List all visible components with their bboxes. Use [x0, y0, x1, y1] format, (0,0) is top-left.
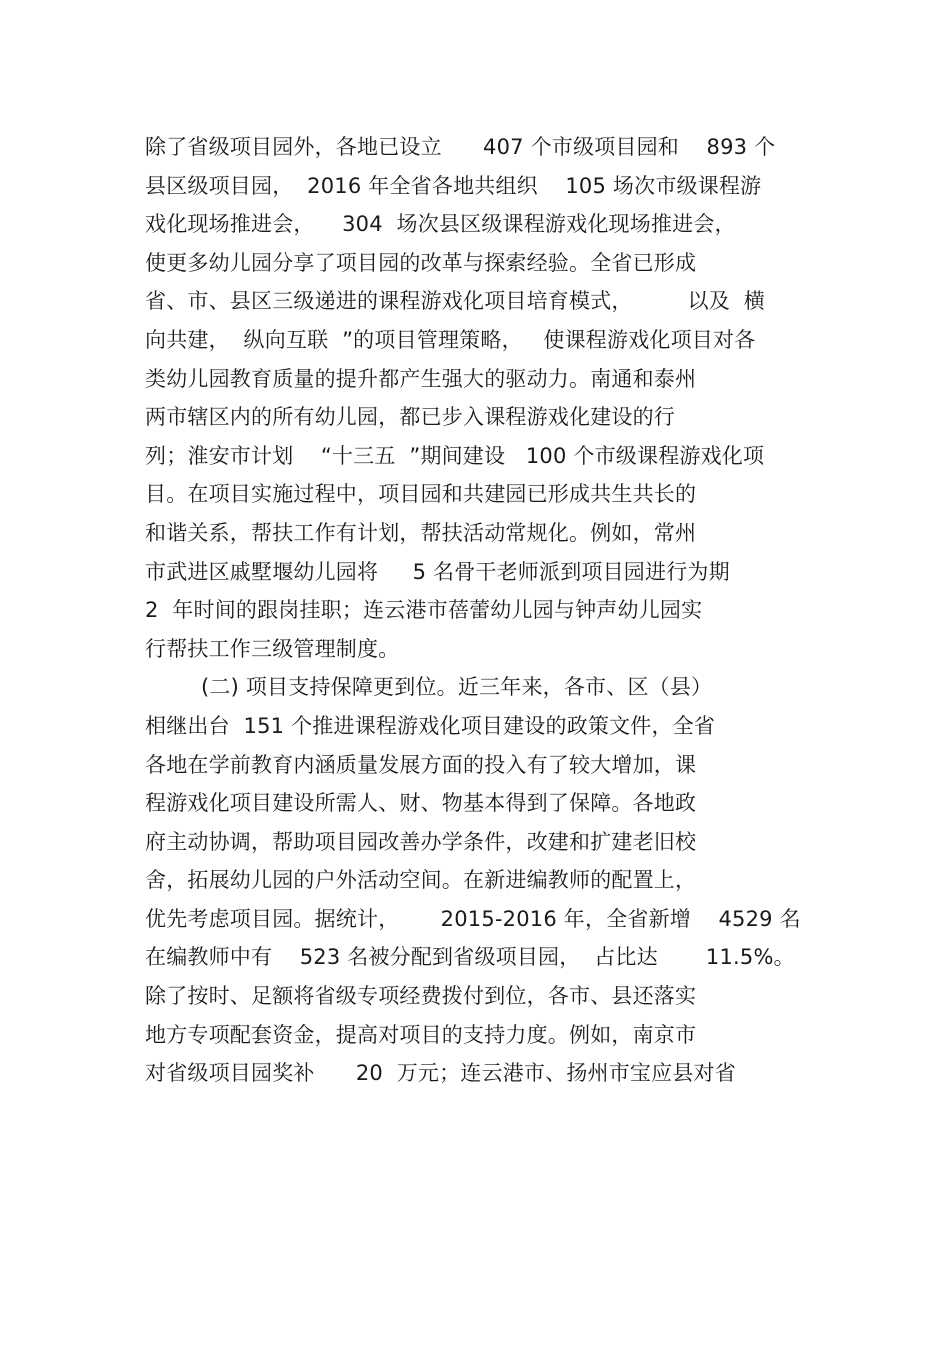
text-line: 优先考虑项目园。据统计， 2015-2016 年，全省新增 4529 名: [145, 906, 801, 931]
section-heading-line: (二) 项目支持保障更到位。近三年来，各市、区（县）: [201, 675, 713, 700]
text-line: 程游戏化项目建设所需人、财、物基本得到了保障。各地政: [145, 791, 697, 816]
text-line: 市武进区戚墅堰幼儿园将 5 名骨干老师派到项目园进行为期: [145, 559, 730, 584]
text-line: 除了省级项目园外，各地已设立 407 个市级项目园和 893 个: [145, 135, 776, 159]
text-line: 对省级项目园奖补 20 万元；连云港市、扬州市宝应县对省: [145, 1061, 736, 1086]
body-text: [145, 128, 825, 1093]
text-line: 和谐关系，帮扶工作有计划，帮扶活动常规化。例如，常州: [145, 520, 697, 545]
text-line: 使更多幼儿园分享了项目园的改革与探索经验。全省已形成: [145, 250, 697, 275]
text-line: 省、市、县区三级递进的课程游戏化项目培育模式， 以及 横: [145, 289, 765, 314]
text-line: 向共建， 纵向互联 ”的项目管理策略， 使课程游戏化项目对各: [145, 327, 756, 352]
text-line: 在编教师中有 523 名被分配到省级项目园， 占比达 11.5%。: [145, 945, 795, 970]
text-line: 2 年时间的跟岗挂职；连云港市蓓蕾幼儿园与钟声幼儿园实: [145, 598, 703, 623]
text-line: 戏化现场推进会， 304 场次县区级课程游戏化现场推进会，: [145, 212, 736, 237]
text-line: 除了按时、足额将省级专项经费拨付到位，各市、县还落实: [145, 984, 697, 1009]
text-line: 类幼儿园教育质量的提升都产生强大的驱动力。南通和泰州: [145, 366, 697, 391]
text-line: 相继出台 151 个推进课程游戏化项目建设的政策文件，全省: [145, 713, 716, 738]
text-line: 各地在学前教育内涵质量发展方面的投入有了较大增加，课: [145, 752, 697, 777]
text-line: 府主动协调，帮助项目园改善办学条件，改建和扩建老旧校: [145, 829, 697, 854]
text-line: 舍，拓展幼儿园的户外活动空间。在新进编教师的配置上，: [145, 868, 697, 893]
text-line: 地方专项配套资金，提高对项目的支持力度。例如，南京市: [145, 1022, 697, 1047]
text-line: 行帮扶工作三级管理制度。: [145, 636, 400, 661]
text-line: 两市辖区内的所有幼儿园，都已步入课程游戏化建设的行: [145, 405, 675, 430]
text-line: 列；淮安市计划 “十三五 ”期间建设 100 个市级课程游戏化项: [145, 443, 765, 468]
text-line: 目。在项目实施过程中，项目园和共建园已形成共生共长的: [145, 482, 697, 507]
text-line: 县区级项目园， 2016 年全省各地共组织 105 场次市级课程游: [145, 173, 762, 198]
